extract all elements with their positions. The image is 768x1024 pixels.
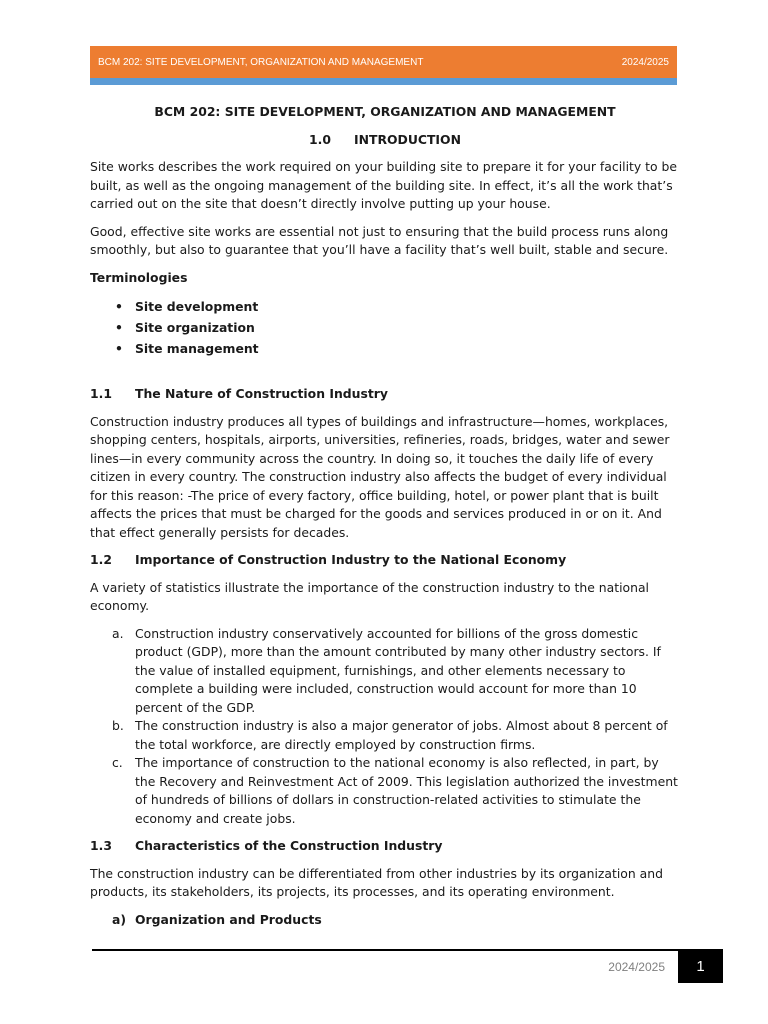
document-title: BCM 202: SITE DEVELOPMENT, ORGANIZATION AND MANAGEMENT: [154, 104, 616, 119]
list-item: [90, 754, 680, 828]
list-item-text: Construction industry conservatively accounted for billions of the gross domestic product (GDP), more than the amount contributed by many other industry sectors. If the value of installed equipment, furnishings, and other elements necessary to complete a building were included, construction would account for more than 10 percent of the GDP.: [135, 625, 661, 715]
header-year: 2024/2025: [621, 56, 669, 68]
section-number: 1.3: [90, 838, 112, 853]
subsection-marker: a): [112, 911, 127, 927]
list-item: [90, 717, 680, 754]
section-heading-1-1: [90, 385, 680, 404]
list-item: [90, 296, 680, 317]
intro-paragraph: Good, effective site works are essential not just to ensuring that the build process runs along smoothly, but also to guarantee that you’ll have a facility that’s well built, stable and secure.: [90, 223, 669, 257]
section-heading-1-3: [90, 837, 680, 856]
list-item: [90, 625, 680, 718]
terminology-text: Site organization: [135, 320, 255, 335]
bullet-icon: •: [115, 341, 123, 356]
list-item-text: The importance of construction to the national economy is also reflected, in part, by the Recovery and Reinvestment Act of 2009. This legislation authorized the investment of hundreds of billions of dollars in construction-related activities to stimulate the economy and create jobs.: [135, 755, 678, 826]
section-title: Importance of Construction Industry to the National Economy: [135, 552, 567, 567]
terminology-text: Site development: [135, 299, 259, 314]
header-course-title: BCM 202: SITE DEVELOPMENT, ORGANIZATION AND MANAGEMENT: [98, 56, 424, 68]
list-marker: a.: [112, 625, 124, 641]
intro-heading: [90, 131, 680, 150]
section-1-2-lead: A variety of statistics illustrate the importance of the construction industry to the national economy.: [90, 579, 649, 613]
terminologies-list: [90, 296, 680, 359]
intro-paragraph: Site works describes the work required on your building site to prepare it for your facility to be built, as well as the ongoing management of the building site. In effect, it’s all the work that’s carried out on the site that doesn’t directly involve putting up your house.: [90, 159, 678, 211]
terminology-text: Site management: [135, 341, 259, 356]
terminologies-label: Terminologies: [90, 269, 188, 285]
importance-list: [90, 625, 680, 829]
section-1-3-body: The construction industry can be differentiated from other industries by its organization and products, its stakeholders, its projects, its processes, and its operating environment.: [90, 865, 663, 899]
bullet-icon: •: [115, 299, 123, 314]
bullet-icon: •: [115, 320, 123, 335]
page-number: 1: [678, 949, 723, 983]
intro-heading-text: INTRODUCTION: [354, 131, 461, 147]
list-item-text: The construction industry is also a major generator of jobs. Almost about 8 percent of the total workforce, are directly employed by construction firms.: [135, 718, 668, 752]
section-title: Characteristics of the Construction Industry: [135, 838, 443, 853]
section-number: 1.1: [90, 386, 112, 401]
subsection-title: Organization and Products: [135, 911, 322, 927]
footer-rule: [92, 949, 678, 951]
list-item: [90, 338, 680, 359]
list-marker: b.: [112, 718, 124, 733]
page-body: [90, 100, 680, 929]
list-marker: c.: [112, 755, 123, 770]
section-1-1-body: Construction industry produces all types of buildings and infrastructure—homes, workplaces, shopping centers, hospitals, airports, universities, refineries, roads, bridges, water and sewer lines—in every community across the country. In doing so, it touches the daily life of every citizen in every country. The construction industry also affects the budget of every individual for this reason: -The price of every factory, office building, hotel, or power plant that is built affects the prices that must be charged for the goods and services produced in or on it. And that effect generally persists for decades.: [90, 413, 670, 540]
footer-year: 2024/2025: [608, 960, 665, 974]
section-title: The Nature of Construction Industry: [135, 386, 388, 401]
subsection-heading: [90, 911, 680, 930]
section-number: 1.2: [90, 552, 112, 567]
list-item: [90, 317, 680, 338]
section-heading-1-2: [90, 551, 680, 570]
intro-heading-number: 1.0: [309, 131, 331, 147]
header-stripe: [90, 78, 677, 85]
running-header: [90, 46, 677, 78]
